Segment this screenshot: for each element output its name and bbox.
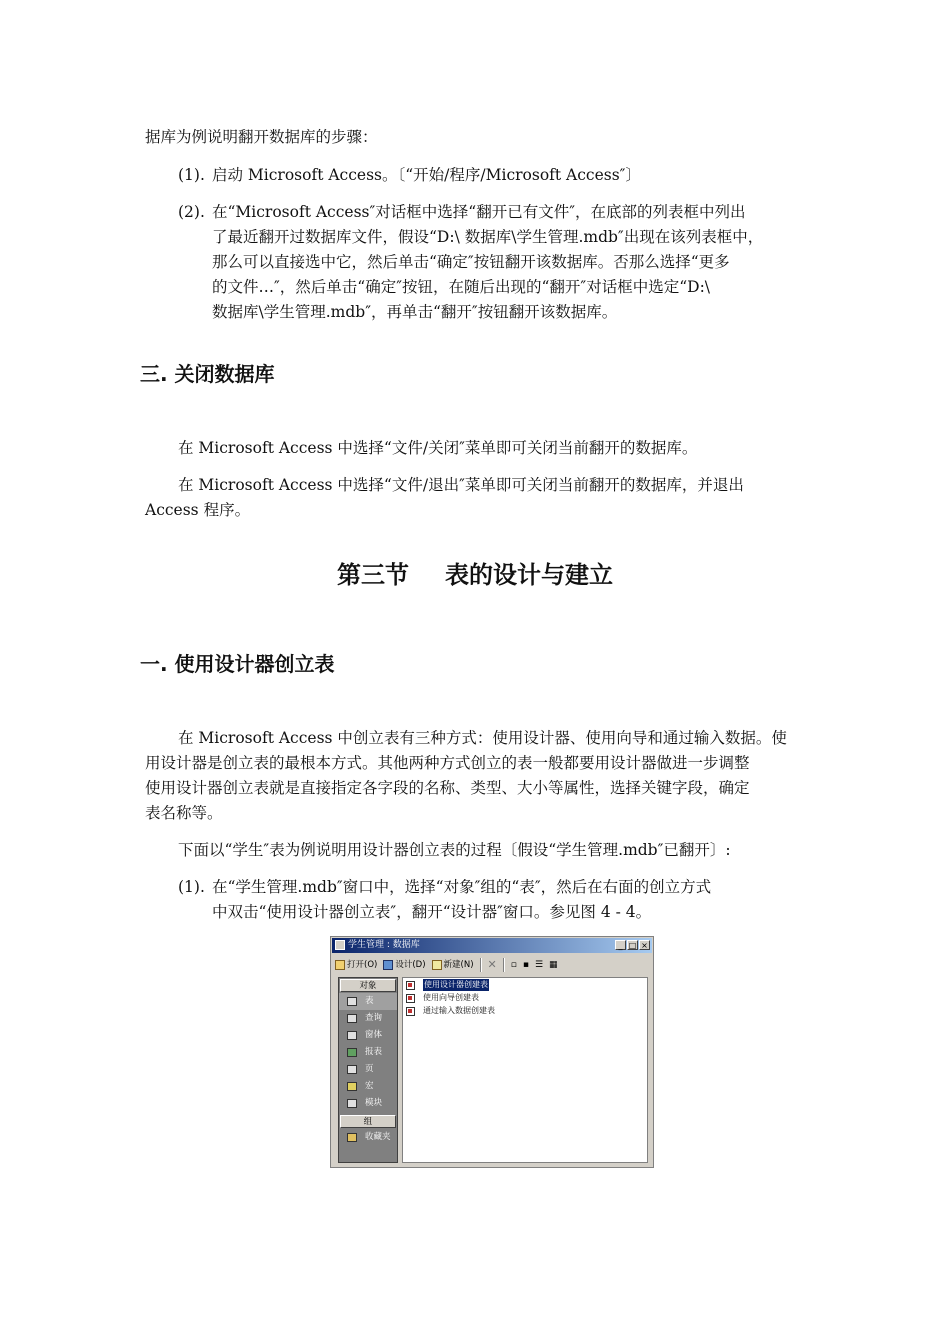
object-label: 模块 <box>365 1098 383 1108</box>
section-heading: 三. 关闭数据库 <box>140 362 275 386</box>
new-label: 新建(N) <box>443 960 474 970</box>
object-item-forms[interactable] <box>339 1027 397 1044</box>
section-heading: 一. 使用设计器创立表 <box>140 652 335 676</box>
details-view-icon[interactable]: ▦ <box>549 960 558 970</box>
toolbar-separator <box>503 958 505 972</box>
text-line: 在“学生管理.mdb″窗口中，选择“对象″组的“表″，然后在右面的创立方式 <box>212 878 712 896</box>
object-item-modules[interactable] <box>339 1095 397 1112</box>
object-item-macros[interactable] <box>339 1078 397 1095</box>
list-item[interactable] <box>403 979 647 991</box>
list-item-label: 使用设计器创建表 <box>424 980 488 989</box>
step-number: (1). <box>178 878 205 896</box>
page-icon <box>347 1065 357 1074</box>
step-number: (1). <box>178 166 205 184</box>
folder-icon <box>347 1133 357 1142</box>
window-title: 学生管理 : 数据库 <box>348 940 420 950</box>
group-item-favorites[interactable] <box>339 1129 397 1146</box>
section-number: 第三节 <box>337 561 409 589</box>
paragraph: 在 Microsoft Access 中选择“文件/关闭″菜单即可关闭当前翻开的数据库。 <box>178 439 698 457</box>
create-table-icon <box>406 1007 415 1016</box>
open-button[interactable] <box>335 956 377 974</box>
design-icon <box>383 960 393 970</box>
create-table-icon <box>406 994 415 1003</box>
new-button[interactable] <box>432 956 474 974</box>
list-item[interactable] <box>403 1005 647 1017</box>
table-icon <box>347 997 357 1006</box>
list-item-label: 使用向导创建表 <box>423 993 479 1002</box>
new-icon <box>432 960 442 970</box>
list-item-label: 通过输入数据创建表 <box>423 1006 495 1015</box>
object-label: 表 <box>365 996 374 1006</box>
open-label: 打开(O) <box>347 960 378 970</box>
delete-icon[interactable]: ✕ <box>487 958 497 971</box>
object-label: 查询 <box>365 1013 383 1023</box>
title-bar <box>332 938 652 953</box>
minimize-button[interactable]: _ <box>615 940 626 950</box>
object-label: 报表 <box>365 1047 383 1057</box>
object-item-queries[interactable] <box>339 1010 397 1027</box>
text-line: 在“Microsoft Access″对话框中选择“翻开已有文件″，在底部的列表框中列出 <box>212 203 746 221</box>
text-line: 在 Microsoft Access 中选择“文件/退出″菜单即可关闭当前翻开的数据库，并退出 <box>178 476 744 494</box>
report-icon <box>347 1048 357 1057</box>
paragraph <box>145 726 815 826</box>
step-text <box>212 875 812 925</box>
objects-header[interactable]: 对象 <box>340 979 396 992</box>
groups-header[interactable]: 组 <box>340 1115 396 1128</box>
toolbar-separator <box>480 958 482 972</box>
step-text <box>212 200 812 325</box>
design-label: 设计(D) <box>395 960 426 970</box>
text-line: 的文件…″，然后单击“确定″按钮，在随后出现的“翻开″对话框中选定“D:\ <box>212 278 711 296</box>
large-icons-icon[interactable]: ▫ <box>510 960 517 970</box>
text-line: 用设计器是创立表的最根本方式。其他两种方式创立的表一般都要用设计器做进一步调整 <box>145 754 750 772</box>
small-icons-icon[interactable]: ▪ <box>522 960 529 970</box>
macro-icon <box>347 1082 357 1091</box>
text-line: 了最近翻开过数据库文件，假设“D:\ 数据库\学生管理.mdb″出现在该列表框中， <box>212 228 764 246</box>
step-text: 启动 Microsoft Access。〔“开始/程序/Microsoft Access″〕 <box>212 166 641 184</box>
close-button[interactable]: × <box>639 940 650 950</box>
create-table-icon <box>406 981 415 990</box>
paragraph: 下面以“学生″表为例说明用设计器创立表的过程〔假设“学生管理.mdb″已翻开〕: <box>178 841 731 859</box>
open-icon <box>335 960 345 970</box>
toolbar <box>335 956 649 974</box>
text-line: 数据库\学生管理.mdb″，再单击“翻开″按钮翻开该数据库。 <box>212 303 618 321</box>
list-item[interactable] <box>403 992 647 1004</box>
text-line: 使用设计器创立表就是直接指定各字段的名称、类型、大小等属性，选择关键字段，确定 <box>145 779 750 797</box>
chapter-title <box>0 555 950 590</box>
text-line: 那么可以直接选中它，然后单击“确定″按钮翻开该数据库。否那么选择“更多 <box>212 253 730 271</box>
object-item-tables[interactable] <box>339 993 397 1010</box>
design-button[interactable] <box>383 956 425 974</box>
group-label: 收藏夹 <box>365 1132 391 1142</box>
section-title: 表的设计与建立 <box>445 561 613 589</box>
text-line: Access 程序。 <box>145 501 251 519</box>
objects-list <box>402 977 648 1163</box>
paragraph <box>145 473 815 523</box>
text-line: 中双击“使用设计器创立表″，翻开“设计器″窗口。参见图 4 - 4。 <box>212 903 652 921</box>
objects-bar <box>338 977 398 1163</box>
text-line: 表名称等。 <box>145 804 223 822</box>
object-item-pages[interactable] <box>339 1061 397 1078</box>
module-icon <box>347 1099 357 1108</box>
text-line: 在 Microsoft Access 中创立表有三种方式：使用设计器、使用向导和通过输入数据。使 <box>178 729 787 747</box>
object-label: 宏 <box>365 1081 374 1091</box>
object-label: 窗体 <box>365 1030 383 1040</box>
object-item-reports[interactable] <box>339 1044 397 1061</box>
step-number: (2). <box>178 203 205 221</box>
database-icon <box>335 940 345 950</box>
database-window <box>330 936 654 1168</box>
query-icon <box>347 1014 357 1023</box>
intro-text: 据库为例说明翻开数据库的步骤： <box>145 128 378 146</box>
list-view-icon[interactable]: ☰ <box>534 960 544 970</box>
maximize-button[interactable]: □ <box>628 941 637 950</box>
object-label: 页 <box>365 1064 374 1074</box>
window-controls <box>615 940 650 950</box>
form-icon <box>347 1031 357 1040</box>
